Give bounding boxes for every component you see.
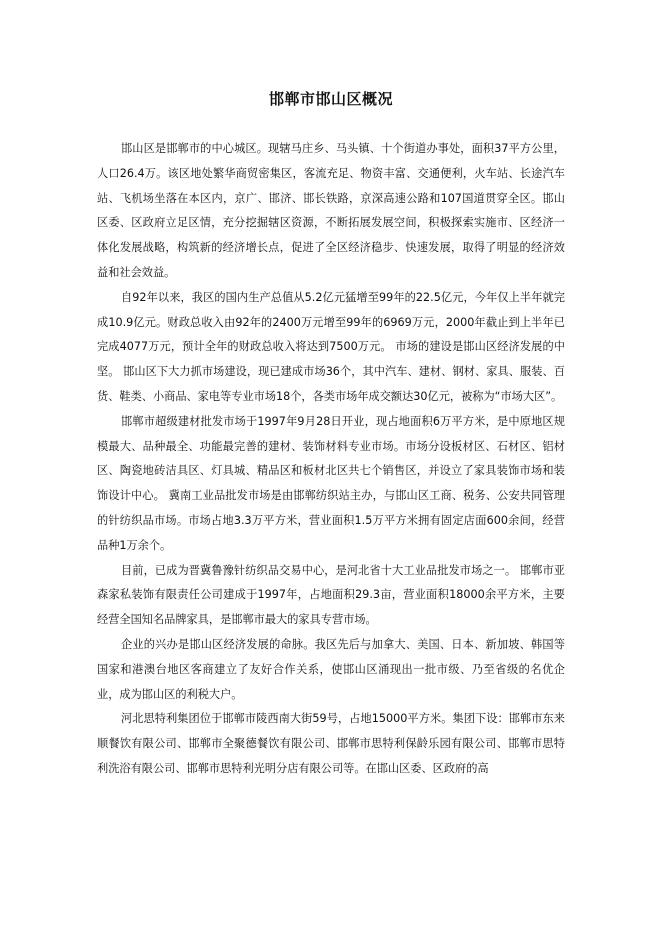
paragraph: 企业的兴办是邯山区经济发展的命脉。我区先后与加拿大、美国、日本、新加坡、韩国等国家和港澳台地区客商建立了友好合作关系，使邯山区涌现出一批市级、乃至省级的名优企业，成为邯山区的利税大户。	[97, 637, 565, 701]
paragraph: 邯郸市超级建材批发市场于1997年9月28日开业，现占地面积6万平方米，是中原地区规模最大、品种最全、功能最完善的建材、装饰材料专业市场。市场分设板材区、石材区、铝材区、陶瓷地砖洁具区、灯具城、精品区和板材北区共七个销售区，并设立了家具装饰市场和装饰设计中心。 冀南工业品批发市场是由邯郸纺织站主办，与邯山区工商、税务、公安共同管理的针纺织品市场。市场占地3.3万平方米，营业面积1.5万平方米拥有固定店面600余间，经营品种1万余个。	[97, 414, 565, 552]
paragraph: 邯山区是邯郸市的中心城区。现辖马庄乡、马头镇、十个街道办事处，面积37平方公里，人口26.4万。该区地处繁华商贸密集区，客流充足、物资丰富、交通便利，火车站、长途汽车站、飞机场坐落在本区内，京广、邯济、邯长铁路，京深高速公路和107国道贯穿全区。邯山区委、区政府立足区情，充分挖掘辖区资源，不断拓展发展空间，积极探索实施市、区经济一体化发展战略，构筑新的经济增长点，促进了全区经济稳步、快速发展，取得了明显的经济效益和社会效益。	[97, 142, 565, 279]
document-body	[97, 137, 565, 782]
paragraph: 自92年以来，我区的国内生产总值从5.2亿元猛增至99年的22.5亿元，今年仅上半年就完成10.9亿元。财政总收入由92年的2400万元增至99年的6969万元，2000年截止到上半年已完成4077万元，预计全年的财政总收入将达到7500万元。 市场的建设是邯山区经济发展的中坚。 邯山区下大力抓市场建设，现已建成市场36个，其中汽车、建材、钢材、家具、服装、百货、鞋类、小商品、家电等专业市场18个，各类市场年成交额达30亿元，被称为“市场大区”。	[97, 290, 565, 403]
paragraph: 目前，已成为晋冀鲁豫针纺织品交易中心，是河北省十大工业品批发市场之一。 邯郸市亚森家私装饰有限责任公司建成于1997年，占地面积29.3亩，营业面积18000余平方米，主要经营全国知名品牌家具，是邯郸市最大的家具专营市场。	[97, 563, 565, 627]
document-title: 邯郸市邯山区概况	[268, 90, 393, 108]
paragraph: 河北思特利集团位于邯郸市陵西南大街59号，占地15000平方米。集团下设：邯郸市东来顺餐饮有限公司、邯郸市全聚德餐饮有限公司、邯郸市思特利保龄乐园有限公司、邯郸市思特利洗浴有限公司、邯郸市思特利光明分店有限公司等。在邯山区委、区政府的高	[97, 712, 565, 775]
